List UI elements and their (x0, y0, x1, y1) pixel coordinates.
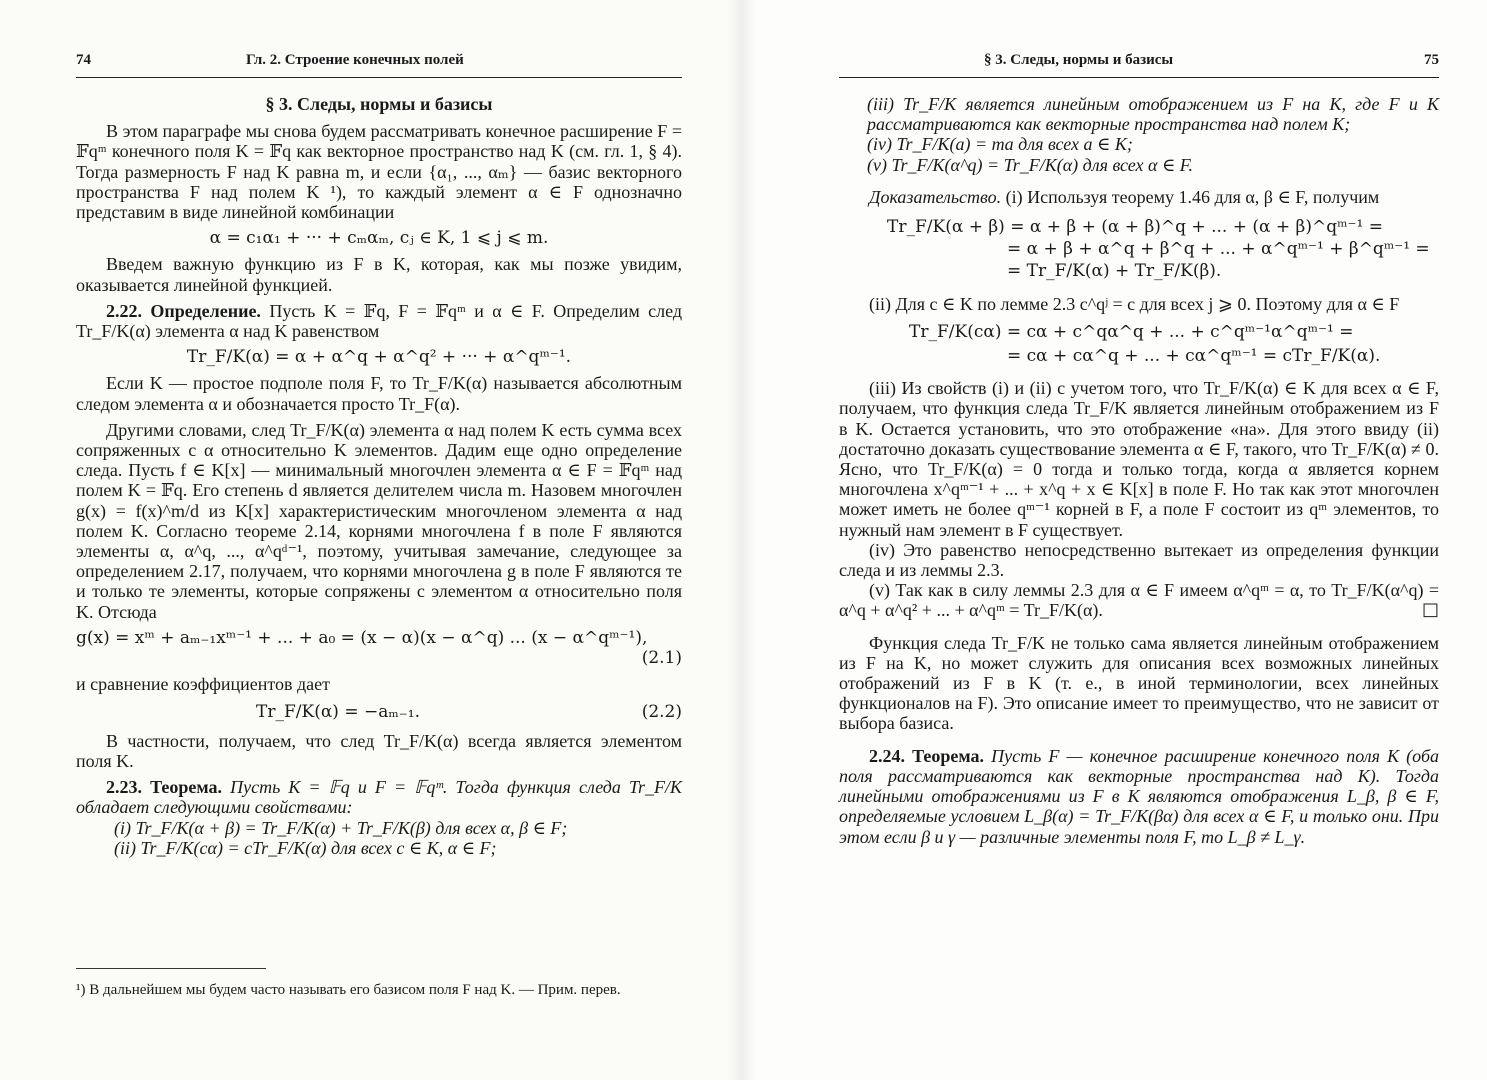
proof-part-i: Доказательство. (i) Используя теорему 1.46 для α, β ∈ F, получим (869, 186, 1380, 207)
formula-2-1: g(x) = xᵐ + aₘ₋₁xᵐ⁻¹ + ... + a₀ = (x − α)(x − α^q) ... (x − α^qᵐ⁻¹), (76, 627, 648, 648)
right-running-head (839, 52, 1439, 72)
proof-part-iii: (iii) Из свойств (i) и (ii) с учетом того, что Tr_F/K(α) ∈ K для всех α ∈ F, получаем, что функция следа Tr_F/K является линейным отображением из F в K. Остается установить, что это отображение «на». Для этого ввиду (ii) достаточно доказать существование элемента α ∈ F, такого, что Tr_F/K(α) ≠ 0. Ясно, что Tr_F/K(α) = 0 тогда и только тогда, когда α является корнем многочлена x^qᵐ⁻¹ + ... + x^q + x ∈ K[x] в поле F. Но так как этот многочлен может иметь не более qᵐ⁻¹ корней в F, а поле F состоит из qᵐ элементов, то нужный нам элемент в F существует. (839, 378, 1439, 540)
property-v: (v) Tr_F/K(α^q) = Tr_F/K(α) для всех α ∈ F. (867, 154, 1193, 175)
paragraph-characteristic-polynomial: Другими словами, след Tr_F/K(α) элемента α над полем K есть сумма всех сопряженных с α относительно K элементов. Дадим еще одно определение следа. Пусть f ∈ K[x] — минимальный многочлен элемента α ∈ F = 𝔽qᵐ над полем K = 𝔽q. Его степень d является делителем числа m. Назовем многочлен g(x) = f(x)^m/d из K[x] характеристическим многочленом элемента α над полем K. Согласно теореме 2.14, корнями многочлена f в поле F являются элементы α, α^q, ..., α^qᵈ⁻¹, поэтому, учитывая замечание, следующее за определением 2.17, получаем, что корнями многочлена g в поле F являются те и только те элементы, которые сопряжены с элементом α относительно поля K. Отсюда (76, 419, 682, 622)
right-page-number: 75 (1424, 52, 1439, 68)
footnote: ¹) В дальнейшем мы будем часто называть его базисом поля F над K. — Прим. перев. (76, 982, 621, 998)
formula-trace-definition: Tr_F/K(α) = α + α^q + α^q² + ··· + α^qᵐ⁻¹. (186, 347, 572, 368)
paragraph-coefficients: и сравнение коэффициентов дает (76, 674, 331, 695)
paragraph-linear-functionals: Функция следа Tr_F/K не только сама является линейным отображением из F на K, но может служить для описания всех возможных линейных отображений из F в K (т. е., в иной терминологии, всех линейных функционалов на F). Это описание имеет то преимущество, что не зависит от выбора базиса. (839, 632, 1439, 734)
paragraph-trace-in-k: В частности, получаем, что след Tr_F/K(α) всегда является элементом поля K. (76, 730, 682, 771)
paragraph-absolute-trace: Если K — простое подполе поля F, то Tr_F/K(α) называется абсолютным следом элемента α и обозначается просто Tr_F(α). (76, 373, 682, 414)
theorem-label: 2.23. Теорема. (106, 777, 223, 798)
paragraph-intro: В этом параграфе мы снова будем рассматривать конечное расширение F = 𝔽qᵐ конечного поля K = 𝔽q как векторное пространство над K (см. гл. 1, § 4). Тогда размерность F над K равна m, и если {α₁, ..., αₘ} — базис векторного пространства F над полем K ¹), то каждый элемент α ∈ F однозначно представим в виде линейной комбинации (76, 121, 682, 223)
formula-2-2-row (76, 702, 682, 722)
theorem-2-24-label: 2.24. Теорема. (869, 745, 985, 766)
right-text-column (839, 94, 1439, 847)
theorem-text: Пусть K = 𝔽q и F = 𝔽qᵐ. Тогда функция следа Tr_F/K обладает следующими свойствами: (76, 777, 682, 818)
paragraph-function: Введем важную функцию из F в K, которая, как мы позже увидим, оказывается линейной функцией. (76, 254, 682, 295)
proof-part-ii: (ii) Для c ∈ K по лемме 2.3 c^qʲ = c для всех j ⩾ 0. Поэтому для α ∈ F (869, 293, 1400, 314)
theorem-2-24 (839, 746, 1439, 847)
left-running-head (76, 52, 682, 72)
theorem-2-24-text: Пусть F — конечное расширение конечного поля K (оба поля рассматриваются как векторные пространства над K). Тогда линейными отображениями из F в K являются отображения L_β, β ∈ F, определяемые условием L_β(α) = Tr_F/K(βα) для всех α ∈ F, и только они. При этом если β и γ — различные элементы поля F, то L_β ≠ L_γ. (839, 745, 1439, 847)
proof-formula-1-line-1: Tr_F/K(α + β) = α + β + (α + β)^q + ... + (α + β)^qᵐ⁻¹ = (887, 217, 1383, 238)
proof-formula-2-line-1: Tr_F/K(cα) = cα + c^qα^q + ... + c^qᵐ⁻¹α^qᵐ⁻¹ = (909, 321, 1354, 342)
property-ii: (ii) Tr_F/K(cα) = cTr_F/K(α) для всех c ∈ K, α ∈ F; (114, 837, 497, 858)
formula-linear-combination: α = c₁α₁ + ··· + cₘαₘ, cⱼ ∈ K, 1 ⩽ j ⩽ m. (209, 228, 549, 249)
proof-part-v: (v) Так как в силу леммы 2.3 для α ∈ F имеем α^qᵐ = α, то Tr_F/K(α^q) = α^q + α^q² + ... + α^qᵐ = Tr_F/K(α). □ (839, 580, 1439, 621)
qed-square-icon: □ (1421, 599, 1439, 621)
definition-text: Пусть K = 𝔽q, F = 𝔽qᵐ и α ∈ F. Определим след Tr_F/K(α) элемента α над K равенством (76, 300, 683, 342)
formula-2-1-number: (2.1) (641, 648, 682, 669)
formula-2-2-number: (2.2) (641, 702, 682, 723)
definition-label: 2.22. Определение. (106, 300, 261, 321)
formula-2-2: Tr_F/K(α) = −aₘ₋₁. (256, 702, 420, 723)
proof-label: Доказательство. (869, 186, 1002, 207)
property-i: (i) Tr_F/K(α + β) = Tr_F/K(α) + Tr_F/K(β) для всех α, β ∈ F; (114, 817, 568, 838)
footnote-rule (76, 968, 266, 969)
definition-2-22 (76, 301, 682, 341)
property-iii: (iii) Tr_F/K является линейным отображением из F на K, где F и K рассматриваются как векторные пространства над полем K; (867, 94, 1439, 135)
proof-part-iv: (iv) Это равенство непосредственно вытекает из определения функции следа и из леммы 2.3. (839, 539, 1439, 581)
left-page-number: 74 (76, 52, 91, 68)
proof-formula-2-line-2: = cα + cα^q + ... + cα^qᵐ⁻¹ = cTr_F/K(α). (1007, 346, 1381, 367)
proof-formula-1-line-3: = Tr_F/K(α) + Tr_F/K(β). (1007, 261, 1222, 282)
right-head-rule (839, 77, 1439, 78)
property-iv: (iv) Tr_F/K(a) = ma для всех a ∈ K; (867, 134, 1133, 155)
left-chapter-title: Гл. 2. Строение конечных полей (246, 52, 464, 68)
theorem-2-23 (76, 777, 682, 817)
book-gutter (728, 0, 758, 1080)
proof-formula-1-line-2: = α + β + α^q + β^q + ... + α^qᵐ⁻¹ + β^qᵐ⁻¹ = (1007, 239, 1430, 260)
right-section-title: § 3. Следы, нормы и базисы (984, 52, 1174, 68)
left-text-column (76, 94, 682, 858)
section-heading: § 3. Следы, нормы и базисы (265, 94, 493, 114)
left-head-rule (76, 77, 682, 78)
